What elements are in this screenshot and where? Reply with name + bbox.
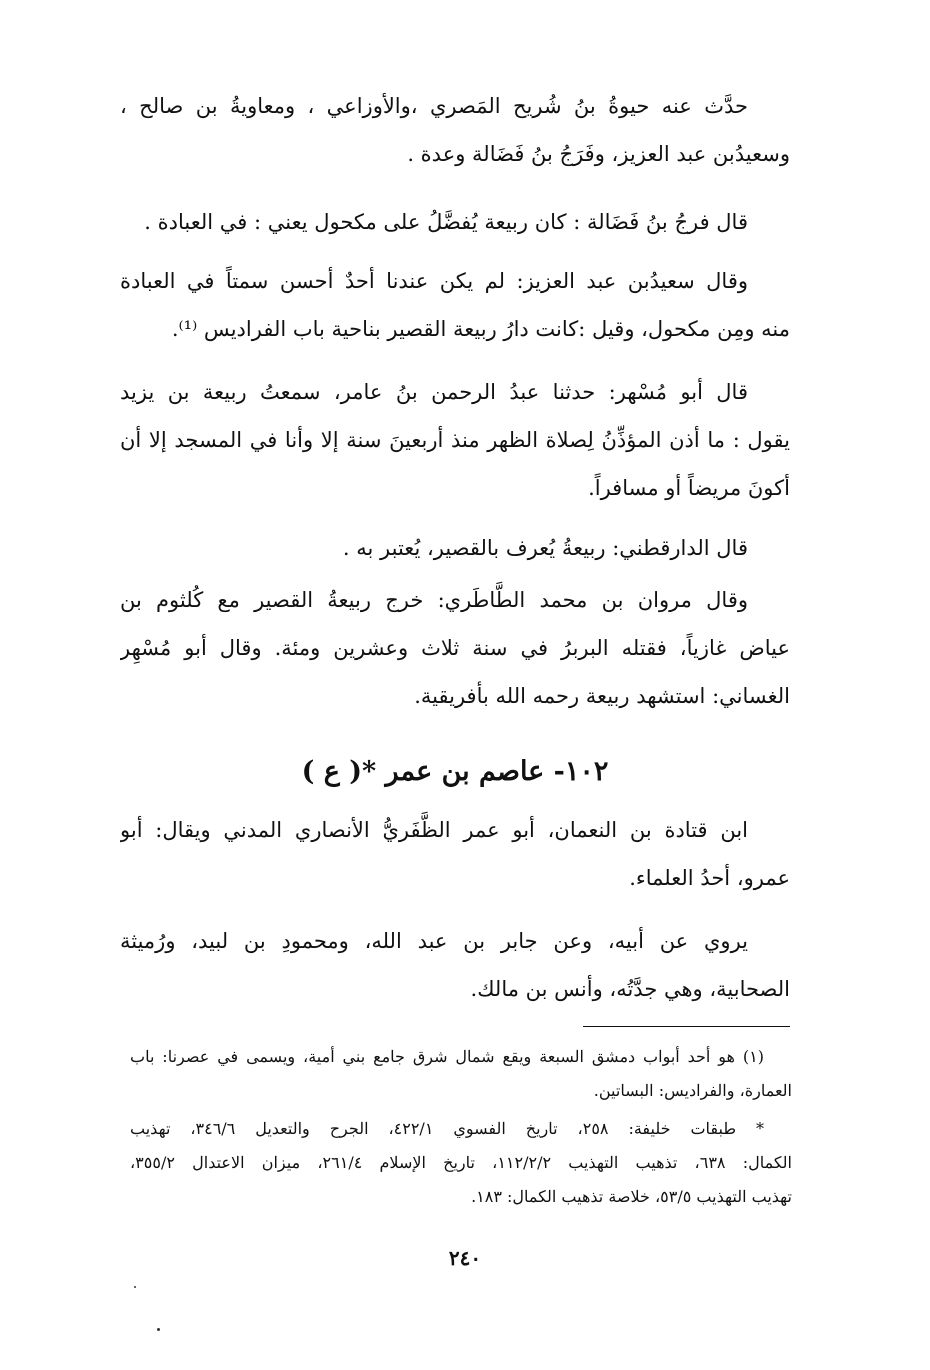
text-line: يروي عن أبيه، وعن جابر بن عبد الله، ومحمودِ بن لبيد، ورُميثة <box>120 929 748 953</box>
footnote-line: العمارة، والفراديس: البساتين. <box>593 1081 792 1100</box>
text-line: الغساني: استشهد ربيعة رحمه الله بأفريقية. <box>414 684 790 708</box>
paragraph-marwan-quote <box>120 576 790 720</box>
paragraph-daraqutni-quote <box>120 524 790 572</box>
footnote-sources <box>130 1112 792 1214</box>
paragraph-lineage <box>120 806 790 902</box>
footnote-1 <box>130 1040 792 1108</box>
entry-heading: ١٠٢- عاصم بن عمر *( ع ) <box>301 756 609 787</box>
text-line: قال الدارقطني: ربيعةُ يُعرف بالقصير، يُعتبر به . <box>342 536 748 560</box>
paragraph-said-quote <box>120 257 790 353</box>
footnote-line: الكمال: ٦٣٨، تذهيب التهذيب ١١٢/٢/٢، تاريخ الإسلام ٢٦١/٤، ميزان الاعتدال ٣٥٥/٢، <box>130 1153 792 1172</box>
text-line: عياض غازياً، فقتله البربرُ في سنة ثلاث وعشرين ومئة. وقال أبو مُسْهِر <box>120 636 790 660</box>
paragraph-faraj-quote <box>120 198 790 246</box>
scan-speck <box>157 1328 160 1331</box>
text-line: الصحابية، وهي جدَّتُه، وأنس بن مالك. <box>470 977 790 1001</box>
text-line: حدَّث عنه حيوةُ بنُ شُريح المَصري ،والأوزاعي ، ومعاويةُ بن صالح ، <box>120 94 748 118</box>
paragraph-abu-mushir-quote <box>120 368 790 512</box>
paragraph-narrates-from <box>120 917 790 1013</box>
text-line: وقال سعيدُبن عبد العزيز: لم يكن عندنا أحدٌ أحسن سمتاً في العبادة <box>120 269 748 293</box>
text-line: أكونَ مريضاً أو مسافراً. <box>588 476 790 500</box>
text-line: عمرو، أحدُ العلماء. <box>629 866 790 890</box>
footnote-line: تهذيب التهذيب ٥٣/٥، خلاصة تذهيب الكمال: ١٨٣. <box>471 1187 792 1206</box>
footnote-divider <box>583 1026 790 1027</box>
page-number: ٢٤٠ <box>448 1246 482 1270</box>
scan-speck <box>134 1286 136 1288</box>
text-line: منه ومِن مكحول، وقيل :كانت دارُ ربيعة القصير بناحية باب الفراديس ⁽¹⁾. <box>171 317 790 341</box>
text-line: وسعيدُبن عبد العزيز، وفَرَجُ بنُ فَضَالة وعدة . <box>407 142 790 166</box>
text-line: قال أبو مُسْهر: حدثنا عبدُ الرحمن بنُ عامر، سمعتُ ربيعة بن يزيد <box>120 380 748 404</box>
text-line: ابن قتادة بن النعمان، أبو عمر الظَّفَريُّ الأنصاري المدني ويقال: أبو <box>120 818 748 842</box>
footnote-line: * طبقات خليفة: ٢٥٨، تاريخ الفسوي ٤٢٢/١، الجرح والتعديل ٣٤٦/٦، تهذيب <box>130 1119 765 1138</box>
text-line: يقول : ما أذن المؤذِّنُ لِصلاة الظهر منذ أربعينَ سنة إلا وأنا في المسجد إلا أن <box>120 428 790 452</box>
text-line: وقال مروان بن محمد الطَّاطَري: خرج ربيعةُ القصير مع كُلثوم بن <box>120 588 748 612</box>
paragraph-narrators <box>120 82 790 178</box>
footnote-line: (١) هو أحد أبواب دمشق السبعة ويقع شمال شرق جامع بني أمية، ويسمى في عصرنا: باب <box>130 1047 764 1066</box>
text-line: قال فرجُ بنُ فَضَالة : كان ربيعة يُفضَّلُ على مكحول يعني : في العبادة . <box>144 210 748 234</box>
